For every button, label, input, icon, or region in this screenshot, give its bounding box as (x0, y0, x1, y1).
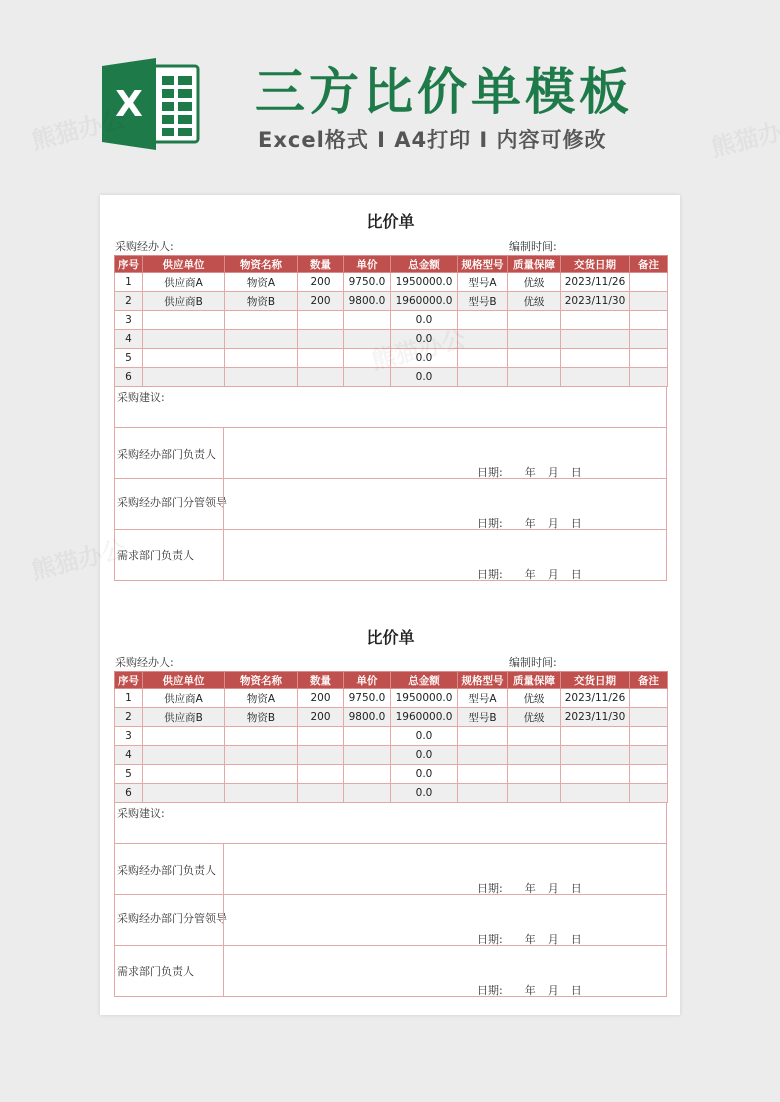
prepared-time-label: 编制时间: (509, 240, 557, 253)
table-header-row (115, 256, 668, 273)
table-cell[interactable]: 0.0 (391, 330, 458, 349)
table-cell[interactable] (344, 727, 391, 746)
table-cell[interactable]: 3 (115, 727, 143, 746)
signature-date (477, 515, 582, 531)
table-cell[interactable] (298, 368, 344, 387)
table-cell[interactable] (561, 746, 630, 765)
purchasing-agent-label: 采购经办人: (115, 656, 174, 669)
table-cell[interactable] (143, 746, 225, 765)
table-cell[interactable] (508, 784, 561, 803)
table-cell[interactable]: 9750.0 (344, 273, 391, 292)
signature-role-label: 采购经办部门分管领导 (117, 912, 227, 925)
signature-role-label: 需求部门负责人 (117, 549, 194, 562)
table-cell[interactable] (458, 727, 508, 746)
table-cell[interactable]: 9800.0 (344, 708, 391, 727)
purchasing-agent-label: 采购经办人: (115, 240, 174, 253)
table-cell[interactable] (143, 765, 225, 784)
date-label: 日期: (477, 933, 503, 946)
table-cell[interactable]: 2023/11/26 (561, 273, 630, 292)
table-row (115, 330, 668, 349)
column-header: 交货日期 (561, 256, 630, 273)
column-header: 总金额 (391, 672, 458, 689)
table-cell[interactable] (630, 689, 668, 708)
table-row (115, 784, 668, 803)
table-cell[interactable]: 0.0 (391, 746, 458, 765)
table-cell[interactable]: 物资A (225, 689, 298, 708)
table-cell[interactable]: 供应商B (143, 292, 225, 311)
table-cell[interactable] (561, 368, 630, 387)
column-header: 质量保障 (508, 672, 561, 689)
table-row (115, 746, 668, 765)
table-cell[interactable] (458, 368, 508, 387)
table-cell[interactable]: 2023/11/30 (561, 708, 630, 727)
table-cell[interactable]: 型号A (458, 689, 508, 708)
column-header: 供应单位 (143, 256, 225, 273)
table-cell[interactable] (143, 330, 225, 349)
table-cell[interactable]: 0.0 (391, 727, 458, 746)
form-meta-row (114, 653, 667, 671)
table-cell[interactable] (630, 292, 668, 311)
table-row (115, 727, 668, 746)
column-header: 序号 (115, 256, 143, 273)
form-title: 比价单 (366, 212, 415, 231)
table-row (115, 689, 668, 708)
purchase-advice-label: 采购建议: (117, 391, 165, 404)
form-title: 比价单 (366, 628, 415, 647)
date-label: 日期: (477, 568, 503, 581)
column-header: 单价 (344, 256, 391, 273)
comparison-table (114, 255, 668, 387)
page-subtitle: Excel格式 I A4打印 I 内容可修改 (258, 128, 607, 152)
table-cell[interactable] (508, 311, 561, 330)
table-cell[interactable] (630, 349, 668, 368)
table-cell[interactable]: 物资B (225, 708, 298, 727)
table-cell[interactable]: 1 (115, 689, 143, 708)
signature-date (477, 464, 582, 480)
table-cell[interactable]: 供应商B (143, 708, 225, 727)
table-cell[interactable] (225, 311, 298, 330)
table-cell[interactable]: 物资A (225, 273, 298, 292)
table-row (115, 292, 668, 311)
table-cell[interactable] (344, 765, 391, 784)
table-row (115, 368, 668, 387)
table-cell[interactable] (143, 311, 225, 330)
table-cell[interactable] (298, 746, 344, 765)
table-cell[interactable]: 1950000.0 (391, 273, 458, 292)
table-cell[interactable] (561, 727, 630, 746)
table-cell[interactable]: 9750.0 (344, 689, 391, 708)
day-label: 日 (570, 933, 582, 946)
table-cell[interactable]: 6 (115, 784, 143, 803)
year-label: 年 (524, 517, 536, 530)
table-cell[interactable]: 4 (115, 330, 143, 349)
table-cell[interactable]: 200 (298, 292, 344, 311)
table-cell[interactable]: 优级 (508, 689, 561, 708)
table-cell[interactable] (225, 727, 298, 746)
table-cell[interactable]: 1950000.0 (391, 689, 458, 708)
table-cell[interactable] (344, 311, 391, 330)
table-cell[interactable] (225, 746, 298, 765)
day-label: 日 (570, 466, 582, 479)
table-header-row (115, 672, 668, 689)
table-cell[interactable] (561, 330, 630, 349)
divider (223, 530, 224, 580)
signature-row[interactable] (114, 895, 667, 946)
table-cell[interactable] (630, 765, 668, 784)
table-cell[interactable] (143, 784, 225, 803)
table-cell[interactable] (561, 784, 630, 803)
table-cell[interactable] (630, 727, 668, 746)
table-cell[interactable]: 3 (115, 311, 143, 330)
table-cell[interactable] (630, 330, 668, 349)
table-cell[interactable] (298, 330, 344, 349)
day-label: 日 (570, 882, 582, 895)
column-header: 交货日期 (561, 672, 630, 689)
year-label: 年 (524, 933, 536, 946)
table-cell[interactable]: 200 (298, 689, 344, 708)
signature-row[interactable] (114, 479, 667, 530)
column-header: 数量 (298, 672, 344, 689)
table-cell[interactable] (630, 708, 668, 727)
table-cell[interactable] (298, 765, 344, 784)
table-cell[interactable]: 4 (115, 746, 143, 765)
date-label: 日期: (477, 882, 503, 895)
purchase-advice-section[interactable] (114, 803, 667, 844)
purchase-advice-label: 采购建议: (117, 807, 165, 820)
table-cell[interactable]: 供应商A (143, 273, 225, 292)
table-cell[interactable]: 9800.0 (344, 292, 391, 311)
year-label: 年 (524, 984, 536, 997)
divider (223, 479, 224, 529)
purchase-advice-section[interactable] (114, 387, 667, 428)
signature-role-label: 采购经办部门负责人 (117, 864, 216, 877)
divider (223, 844, 224, 894)
month-label: 月 (547, 466, 559, 479)
table-cell[interactable]: 200 (298, 708, 344, 727)
divider (223, 895, 224, 945)
table-cell[interactable]: 0.0 (391, 349, 458, 368)
table-cell[interactable] (508, 727, 561, 746)
table-cell[interactable]: 1960000.0 (391, 708, 458, 727)
table-cell[interactable]: 5 (115, 765, 143, 784)
table-cell[interactable]: 优级 (508, 273, 561, 292)
table-cell[interactable] (458, 349, 508, 368)
month-label: 月 (547, 984, 559, 997)
table-cell[interactable] (630, 746, 668, 765)
table-cell[interactable]: 型号B (458, 292, 508, 311)
header (0, 0, 780, 190)
table-cell[interactable] (225, 784, 298, 803)
signature-date (477, 931, 582, 947)
table-cell[interactable]: 供应商A (143, 689, 225, 708)
table-cell[interactable]: 6 (115, 368, 143, 387)
table-cell[interactable]: 型号B (458, 708, 508, 727)
column-header: 规格型号 (458, 672, 508, 689)
table-cell[interactable]: 物资B (225, 292, 298, 311)
page-title: 三方比价单模板 (255, 63, 633, 121)
table-cell[interactable]: 0.0 (391, 311, 458, 330)
table-cell[interactable] (630, 311, 668, 330)
signature-row[interactable] (114, 530, 667, 581)
table-cell[interactable] (630, 368, 668, 387)
comparison-table (114, 671, 668, 803)
table-cell[interactable]: 2 (115, 708, 143, 727)
table-cell[interactable]: 0.0 (391, 765, 458, 784)
table-cell[interactable] (508, 368, 561, 387)
table-cell[interactable] (344, 784, 391, 803)
date-label: 日期: (477, 984, 503, 997)
month-label: 月 (547, 933, 559, 946)
table-cell[interactable]: 200 (298, 273, 344, 292)
comparison-form-2 (114, 623, 667, 997)
signature-row[interactable] (114, 844, 667, 895)
column-header: 质量保障 (508, 256, 561, 273)
table-cell[interactable] (458, 330, 508, 349)
signature-date (477, 982, 582, 998)
table-cell[interactable] (508, 330, 561, 349)
table-cell[interactable]: 2023/11/26 (561, 689, 630, 708)
day-label: 日 (570, 984, 582, 997)
table-cell[interactable] (143, 368, 225, 387)
table-cell[interactable] (458, 765, 508, 784)
table-cell[interactable] (508, 765, 561, 784)
year-label: 年 (524, 466, 536, 479)
form-meta-row (114, 237, 667, 255)
table-cell[interactable]: 优级 (508, 292, 561, 311)
year-label: 年 (524, 882, 536, 895)
divider (223, 946, 224, 996)
day-label: 日 (570, 568, 582, 581)
table-cell[interactable]: 型号A (458, 273, 508, 292)
month-label: 月 (547, 882, 559, 895)
table-cell[interactable] (344, 368, 391, 387)
table-cell[interactable] (225, 765, 298, 784)
table-row (115, 273, 668, 292)
table-cell[interactable] (561, 311, 630, 330)
table-cell[interactable]: 优级 (508, 708, 561, 727)
table-cell[interactable]: 5 (115, 349, 143, 368)
column-header: 备注 (630, 256, 668, 273)
document-page (100, 195, 680, 1015)
signature-row[interactable] (114, 428, 667, 479)
table-row (115, 349, 668, 368)
table-cell[interactable]: 1 (115, 273, 143, 292)
column-header: 数量 (298, 256, 344, 273)
table-cell[interactable] (561, 765, 630, 784)
table-row (115, 708, 668, 727)
table-row (115, 311, 668, 330)
column-header: 物资名称 (225, 672, 298, 689)
signature-role-label: 采购经办部门负责人 (117, 448, 216, 461)
table-cell[interactable] (458, 784, 508, 803)
prepared-time-label: 编制时间: (509, 656, 557, 669)
column-header: 备注 (630, 672, 668, 689)
table-cell[interactable] (298, 784, 344, 803)
table-cell[interactable]: 0.0 (391, 368, 458, 387)
signature-role-label: 需求部门负责人 (117, 965, 194, 978)
month-label: 月 (547, 568, 559, 581)
signature-date (477, 566, 582, 582)
table-cell[interactable] (225, 349, 298, 368)
table-cell[interactable] (630, 273, 668, 292)
table-cell[interactable] (344, 349, 391, 368)
column-header: 供应单位 (143, 672, 225, 689)
column-header: 单价 (344, 672, 391, 689)
month-label: 月 (547, 517, 559, 530)
table-cell[interactable] (508, 746, 561, 765)
table-cell[interactable] (458, 746, 508, 765)
signature-row[interactable] (114, 946, 667, 997)
table-cell[interactable] (344, 330, 391, 349)
table-cell[interactable] (225, 330, 298, 349)
divider (223, 428, 224, 478)
table-cell[interactable] (298, 311, 344, 330)
table-cell[interactable] (298, 727, 344, 746)
table-cell[interactable]: 1960000.0 (391, 292, 458, 311)
comparison-form-1 (114, 207, 667, 581)
day-label: 日 (570, 517, 582, 530)
excel-logo-icon (100, 56, 200, 152)
table-cell[interactable] (561, 349, 630, 368)
table-cell[interactable]: 0.0 (391, 784, 458, 803)
year-label: 年 (524, 568, 536, 581)
logo-letter: X (115, 84, 143, 125)
column-header: 序号 (115, 672, 143, 689)
date-label: 日期: (477, 517, 503, 530)
signature-date (477, 880, 582, 896)
table-cell[interactable] (225, 368, 298, 387)
table-row (115, 765, 668, 784)
table-cell[interactable]: 2 (115, 292, 143, 311)
table-cell[interactable] (458, 311, 508, 330)
column-header: 物资名称 (225, 256, 298, 273)
table-cell[interactable]: 2023/11/30 (561, 292, 630, 311)
column-header: 规格型号 (458, 256, 508, 273)
table-cell[interactable] (143, 349, 225, 368)
table-cell[interactable] (298, 349, 344, 368)
column-header: 总金额 (391, 256, 458, 273)
date-label: 日期: (477, 466, 503, 479)
table-cell[interactable] (508, 349, 561, 368)
table-cell[interactable] (143, 727, 225, 746)
table-cell[interactable] (630, 784, 668, 803)
table-cell[interactable] (344, 746, 391, 765)
signature-role-label: 采购经办部门分管领导 (117, 496, 227, 509)
